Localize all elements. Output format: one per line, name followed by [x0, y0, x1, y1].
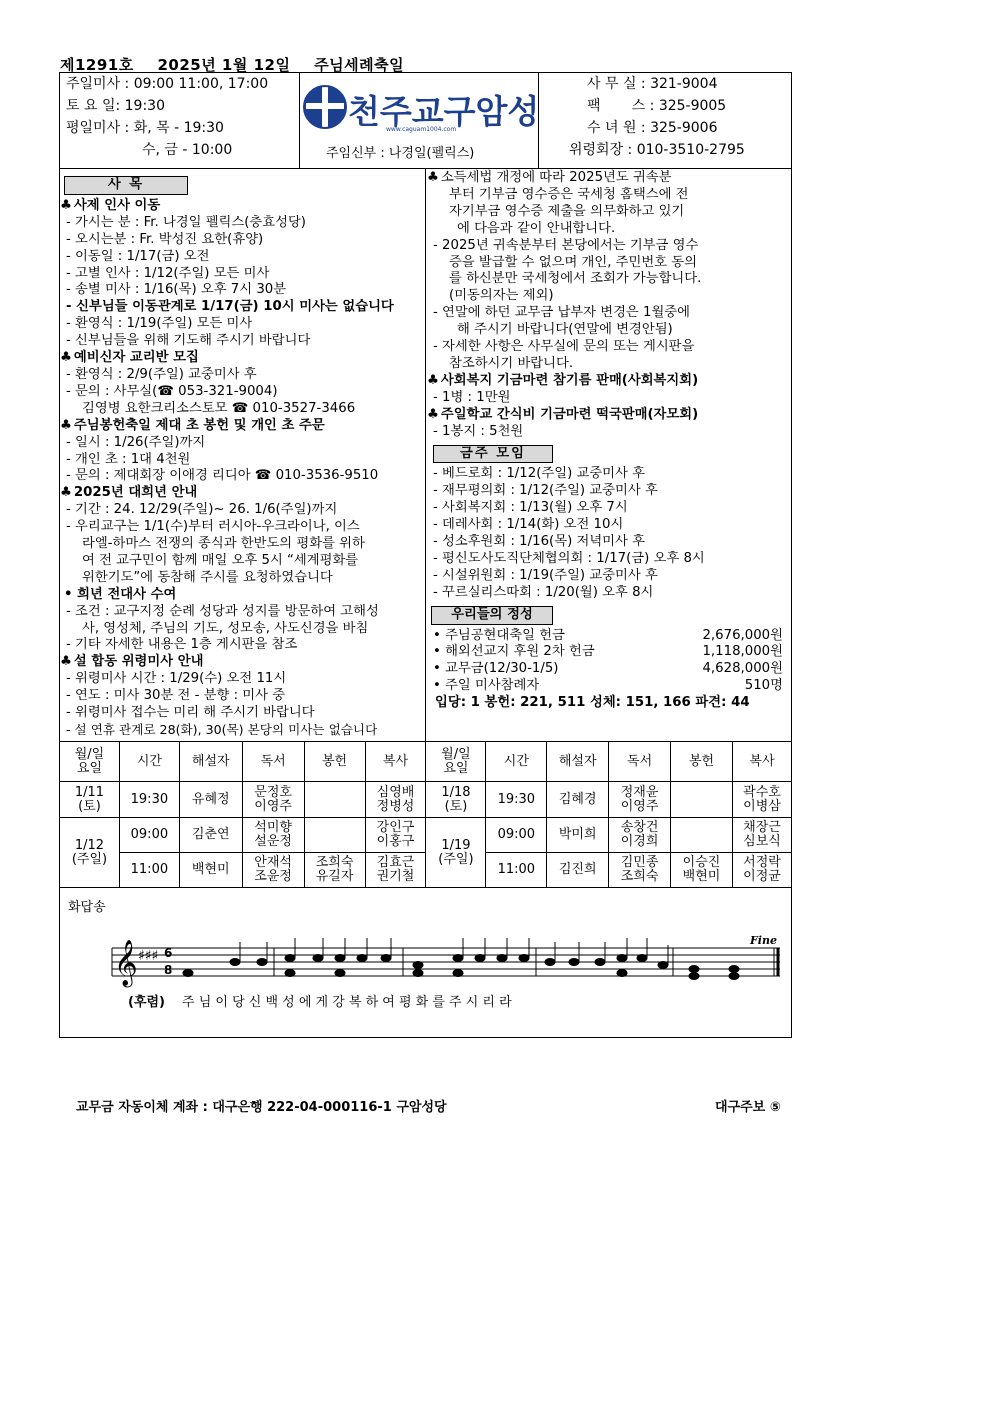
- list-item: - 고별 인사 : 1/12(주일) 모든 미사: [66, 265, 270, 281]
- publisher-label: 대구주보 ⑤: [715, 1100, 781, 1115]
- table-row: [60, 853, 792, 888]
- tax-line: 를 하신분만 국세청에서 조회가 가능합니다.: [449, 271, 702, 287]
- commentator-cell: 박미희: [547, 818, 609, 853]
- header-cell: 봉헌: [671, 742, 733, 782]
- list-item: - 조건 : 교구지정 순례 성당과 성지를 방문하여 고해성: [66, 603, 379, 619]
- tax-line: 부터 기부금 영수증은 국세청 홈택스에 전: [449, 186, 689, 202]
- time-cell: 19:30: [486, 782, 547, 818]
- commentator-cell: 김혜경: [547, 782, 609, 818]
- parish-logo-block: [300, 73, 539, 168]
- club-icon: ♣: [60, 417, 72, 433]
- list-item: - 설 연휴 관계로 28(화), 30(목) 본당의 미사는 없습니다: [66, 722, 378, 737]
- contacts: [539, 73, 791, 168]
- tax-line: 에 다음과 같이 안내합니다.: [457, 220, 616, 236]
- parish-url: www.caguam1004.com: [386, 126, 457, 133]
- tax-line: 자기부금 영수증 제출을 의무화하고 있기: [449, 203, 685, 219]
- header-cell: 복사: [365, 742, 426, 782]
- list-item: 위한기도”에 동참해 주시를 요청하였습니다: [82, 569, 333, 585]
- parish-logo: [300, 73, 538, 168]
- time-signature: 6: [164, 946, 173, 960]
- reading-cell: 정재윤 이영주: [609, 782, 671, 818]
- reading-cell: 김민종 조희숙: [609, 853, 671, 888]
- tax-line: 증을 발급할 수 없으며 개인, 주민번호 동의: [449, 254, 697, 270]
- tax-line: 해 주시기 바랍니다(연말에 변경안됨): [457, 322, 673, 338]
- server-cell: 심영배 정병성: [365, 782, 426, 818]
- list-item: - 오시는분 : Fr. 박성진 요한(휴양): [66, 231, 264, 247]
- list-item: - 신부님들을 위해 기도해 주시기 바랍니다: [66, 333, 311, 349]
- meeting-item: - 꾸르실리스따회 : 1/20(월) 오후 8시: [433, 584, 654, 600]
- mass-stats: 입당: 1 봉헌: 221, 511 성체: 151, 166 파견: 44: [435, 695, 750, 711]
- list-item: - 송별 미사 : 1/16(목) 오후 7시 30분: [66, 282, 287, 298]
- header-cell: 독서: [242, 742, 304, 782]
- pastor-name: 주임신부 : 나경일(펠릭스): [326, 146, 475, 161]
- section-heading: ♣ 설 합동 위령미사 안내: [60, 654, 204, 670]
- treble-clef-icon: 𝄞: [114, 940, 138, 986]
- header-cell: 해설자: [179, 742, 242, 782]
- list-item: - 개인 초 : 1대 4천원: [66, 451, 191, 467]
- pastoral-title: 사 목: [64, 176, 188, 195]
- table-row: [60, 818, 792, 853]
- meeting-item: - 시설위원회 : 1/19(주일) 교중미사 후: [433, 567, 658, 583]
- club-icon: ♣: [60, 485, 72, 501]
- section-heading: ♣ 사제 인사 이동: [60, 197, 161, 213]
- offering-cell: [671, 818, 733, 853]
- pastoral-column: [60, 176, 424, 739]
- commentator-cell: 유혜정: [179, 782, 242, 818]
- club-icon: ♣: [427, 170, 439, 185]
- server-cell: 강인구 이홍구: [365, 818, 426, 853]
- server-cell: 채장근 심보식: [732, 818, 791, 853]
- tax-line: (미동의자는 제외): [449, 288, 554, 304]
- mass-times: [60, 73, 300, 168]
- reading-cell: 문정호 이영주: [242, 782, 304, 818]
- time-signature: 8: [164, 963, 173, 977]
- convent-phone: 수 녀 원 : 325-9006: [587, 120, 718, 136]
- meeting-item: - 재무평의회 : 1/12(주일) 교중미사 후: [433, 483, 658, 499]
- commentator-cell: 김진희: [547, 853, 609, 888]
- reading-cell: 송창건 이경희: [609, 818, 671, 853]
- parish-name: 천주교구암성: [348, 92, 538, 131]
- sunday-mass: 주일미사 : 09:00 11:00, 17:00: [66, 76, 269, 92]
- reading-cell: 안재석 조윤정: [242, 853, 304, 888]
- list-item: 라엘-하마스 전쟁의 종식과 한반도의 평화를 위하: [82, 536, 365, 552]
- issue-date: 2025년 1월 12일: [157, 56, 291, 74]
- offering-row: • 교무금(12/30-1/5) 4,628,000원: [433, 661, 783, 677]
- header-cell: 월/일 요일: [426, 742, 486, 782]
- meeting-item: - 성소후원회 : 1/16(목) 저녁미사 후: [433, 534, 645, 550]
- weekday-mass-2: 수, 금 - 10:00: [142, 142, 233, 158]
- header-cell: 해설자: [547, 742, 609, 782]
- date-cell: 1/19 (주일): [426, 818, 486, 888]
- time-cell: 11:00: [486, 853, 547, 888]
- offering-cell: [304, 782, 365, 818]
- psalm-label: 화답송: [68, 900, 106, 915]
- header-cell: 독서: [609, 742, 671, 782]
- offering-cell: 이승진 백현미: [671, 853, 733, 888]
- header-cell: 월/일 요일: [60, 742, 120, 782]
- list-item: - 기타 자세한 내용은 1층 게시판을 참조: [66, 637, 298, 653]
- time-cell: 11:00: [119, 853, 179, 888]
- tax-line: - 2025년 귀속분부터 본당에서는 기부금 영수: [433, 237, 699, 253]
- table-row: [60, 782, 792, 818]
- header-cell: 복사: [732, 742, 791, 782]
- list-item: - 일시 : 1/26(주일)까지: [66, 434, 206, 450]
- welfare-heading: ♣ 사회복지 기금마련 참기름 판매(사회복지회): [427, 372, 699, 388]
- date-cell: 1/18 (토): [426, 782, 486, 818]
- weekday-mass-1: 평일미사 : 화, 목 - 19:30: [66, 120, 224, 136]
- list-item: - 우리교구는 1/1(수)부터 러시아-우크라이나, 이스: [66, 519, 360, 535]
- issue-feast: 주님세례축일: [314, 56, 405, 74]
- offering-row: • 해외선교지 후원 2차 헌금 1,118,000원: [433, 644, 783, 660]
- list-item: 김영병 요한크리소스토모 ☎ 010-3527-3466: [82, 400, 356, 416]
- fine-marking: Fine: [750, 934, 777, 947]
- offering-cell: 조희숙 유길자: [304, 853, 365, 888]
- date-cell: 1/11 (토): [60, 782, 120, 818]
- server-cell: 곽수호 이병삼: [732, 782, 791, 818]
- list-item: - 문의 : 사무실(☎ 053-321-9004): [66, 383, 278, 399]
- header-cell: 봉헌: [304, 742, 365, 782]
- meeting-item: - 데레사회 : 1/14(화) 오전 10시: [433, 517, 624, 533]
- welfare-item: - 1병 : 1만원: [433, 389, 511, 405]
- club-icon: ♣: [427, 406, 439, 422]
- notice-column: [427, 170, 791, 712]
- tax-line: - 자세한 사항은 사무실에 문의 또는 게시판을: [433, 339, 695, 355]
- list-item: - 가시는 분 : Fr. 나경일 펠릭스(충효성당): [66, 214, 306, 230]
- staff-lines: [112, 948, 780, 976]
- time-cell: 09:00: [486, 818, 547, 853]
- offering-cell: [671, 782, 733, 818]
- list-item: - 환영식 : 1/19(주일) 모든 미사: [66, 316, 253, 332]
- server-cell: 김효근 권기철: [365, 853, 426, 888]
- list-item: 사, 영성체, 주님의 기도, 성모송, 사도신경을 바침: [82, 620, 369, 636]
- refrain-label: (후렴): [128, 995, 165, 1010]
- list-item: - 환영식 : 2/9(주일) 교중미사 후: [66, 366, 257, 382]
- section-heading: ♣ 예비신자 교리반 모집: [60, 350, 199, 366]
- saturday-mass: 토 요 일: 19:30: [66, 98, 165, 114]
- tax-notice-heading: ♣ 소득세법 개정에 따라 2025년도 귀속분: [427, 170, 672, 185]
- committee-phone: 위령회장 : 010-3510-2795: [569, 142, 745, 158]
- list-item: - 문의 : 제대회장 이애경 리디아 ☎ 010-3536-9510: [66, 468, 379, 484]
- issue-number: 제1291호: [60, 56, 134, 74]
- offering-row: • 주님공현대축일 헌금 2,676,000원: [433, 627, 783, 643]
- meeting-item: - 사회복지회 : 1/13(월) 오후 7시: [433, 500, 628, 516]
- section-heading: ♣ 2025년 대희년 안내: [60, 485, 198, 501]
- donation-account: 교무금 자동이체 계좌 : 대구은행 222-04-000116-1 구암성당: [76, 1100, 447, 1115]
- list-item: - 이동일 : 1/17(금) 오전: [66, 248, 210, 264]
- offering-cell: [304, 818, 365, 853]
- club-icon: ♣: [60, 654, 72, 670]
- commentator-cell: 백현미: [179, 853, 242, 888]
- tax-line: 참조하시기 바랍니다.: [449, 355, 574, 371]
- cross-logo-icon: [304, 83, 346, 133]
- club-icon: ♣: [60, 350, 72, 366]
- tax-line: - 연말에 하던 교무금 납부자 변경은 1월중에: [433, 305, 690, 321]
- meeting-item: - 베드로회 : 1/12(주일) 교중미사 후: [433, 466, 645, 482]
- list-item: 여 전 교구민이 함께 매일 오후 5시 “세계평화를: [82, 552, 359, 568]
- school-heading: ♣ 주일학교 간식비 기금마련 떡국판매(자모회): [427, 406, 699, 422]
- time-cell: 19:30: [119, 782, 179, 818]
- school-item: - 1봉지 : 5천원: [433, 423, 524, 439]
- list-item: - 위령미사 접수는 미리 해 주시기 바랍니다: [66, 705, 315, 721]
- list-item: - 기간 : 24. 12/29(주일)~ 26. 1/6(주일)까지: [66, 502, 338, 518]
- server-cell: 서정락 이정균: [732, 853, 791, 888]
- schedule-header-row: [60, 742, 792, 782]
- psalm-lyrics: 주 님 이 당 신 백 성 에 게 강 복 하 여 평 화 를 주 시 리 라: [182, 995, 512, 1010]
- fax-number: 팩 스 : 325-9005: [587, 98, 727, 114]
- club-icon: ♣: [60, 197, 72, 213]
- column-divider: [425, 169, 426, 741]
- offering-row: • 주일 미사참례자 510명: [433, 678, 783, 694]
- section-heading: ♣ 주님봉헌축일 제대 초 봉헌 및 개인 초 주문: [60, 417, 325, 433]
- meeting-item: - 평신도사도직단체협의회 : 1/17(금) 오후 8시: [433, 550, 705, 566]
- header-cell: 시간: [486, 742, 547, 782]
- date-cell: 1/12 (주일): [60, 818, 120, 888]
- time-cell: 09:00: [119, 818, 179, 853]
- meetings-title: 금주 모임: [433, 445, 553, 464]
- psalm-music-score: [100, 930, 790, 1020]
- list-item: - 위령미사 시간 : 1/29(수) 오전 11시: [66, 671, 287, 687]
- offering-title: 우리들의 정성: [431, 606, 553, 625]
- reading-cell: 석미향 설운정: [242, 818, 304, 853]
- header-cell: 시간: [119, 742, 179, 782]
- office-phone: 사 무 실 : 321-9004: [587, 76, 718, 92]
- section-heading: • 희년 전대사 수여: [64, 586, 177, 602]
- liturgy-schedule: [59, 741, 792, 888]
- club-icon: ♣: [427, 372, 439, 388]
- commentator-cell: 김춘연: [179, 818, 242, 853]
- list-item: - 연도 : 미사 30분 전 - 분향 : 미사 중: [66, 688, 286, 704]
- sharp-icon: ♯♯♯: [138, 948, 159, 964]
- list-item: - 신부님들 이동관계로 1/17(금) 10시 미사는 없습니다: [66, 299, 394, 315]
